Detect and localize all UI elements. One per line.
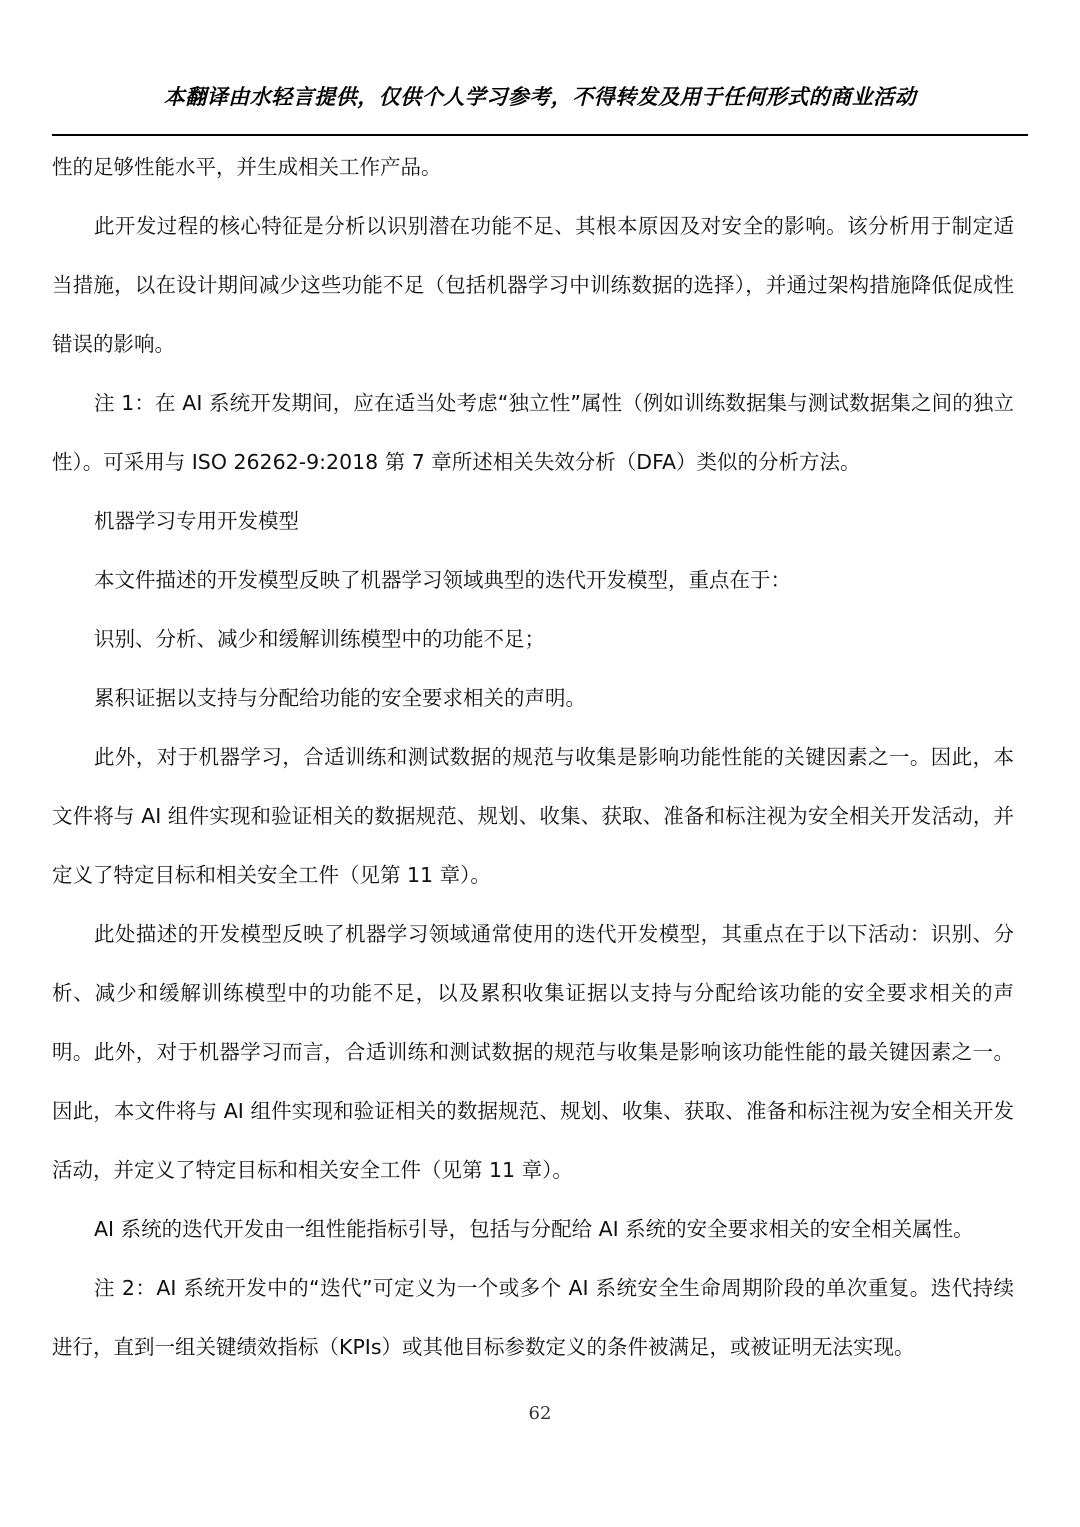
paragraph: 此外，对于机器学习，合适训练和测试数据的规范与收集是影响功能性能的关键因素之一。因此，本文件将与 AI 组件实现和验证相关的数据规范、规划、收集、获取、准备和标注视为安全相关开发活动，并定义了特定目标和相关安全工件（见第 11 章）。 <box>52 745 1014 887</box>
header-disclaimer: 本翻译由水轻言提供，仅供个人学习参考，不得转发及用于任何形式的商业活动 <box>163 85 917 109</box>
section-heading: 机器学习专用开发模型 <box>94 509 299 533</box>
document-body <box>52 138 1014 1377</box>
note-paragraph: 注 1：在 AI 系统开发期间，应在适当处考虑“独立性”属性（例如训练数据集与测试数据集之间的独立性）。可采用与 ISO 26262-9:2018 第 7 章所述相关失效分析（DFA）类似的分析方法。 <box>52 391 1014 474</box>
paragraph: 此开发过程的核心特征是分析以识别潜在功能不足、其根本原因及对安全的影响。该分析用于制定适当措施，以在设计期间减少这些功能不足（包括机器学习中训练数据的选择），并通过架构措施降低促成性错误的影响。 <box>52 214 1014 356</box>
paragraph: 此处描述的开发模型反映了机器学习领域通常使用的迭代开发模型，其重点在于以下活动：识别、分析、减少和缓解训练模型中的功能不足，以及累积收集证据以支持与分配给该功能的安全要求相关的声明。此外，对于机器学习而言，合适训练和测试数据的规范与收集是影响该功能性能的最关键因素之一。因此，本文件将与 AI 组件实现和验证相关的数据规范、规划、收集、获取、准备和标注视为安全相关开发活动，并定义了特定目标和相关安全工件（见第 11 章）。 <box>52 922 1014 1182</box>
page-number: 62 <box>528 1403 552 1424</box>
list-item: 识别、分析、减少和缓解训练模型中的功能不足； <box>94 627 545 651</box>
page-header <box>52 80 1028 136</box>
paragraph: AI 系统的迭代开发由一组性能指标引导，包括与分配给 AI 系统的安全要求相关的安全相关属性。 <box>94 1217 974 1241</box>
paragraph: 性的足够性能水平，并生成相关工作产品。 <box>52 155 442 179</box>
note-paragraph: 注 2：AI 系统开发中的“迭代”可定义为一个或多个 AI 系统安全生命周期阶段的单次重复。迭代持续进行，直到一组关键绩效指标（KPIs）或其他目标参数定义的条件被满足，或被证明无法实现。 <box>52 1276 1014 1359</box>
list-item: 累积证据以支持与分配给功能的安全要求相关的声明。 <box>94 686 586 710</box>
paragraph: 本文件描述的开发模型反映了机器学习领域典型的迭代开发模型，重点在于： <box>94 568 791 592</box>
